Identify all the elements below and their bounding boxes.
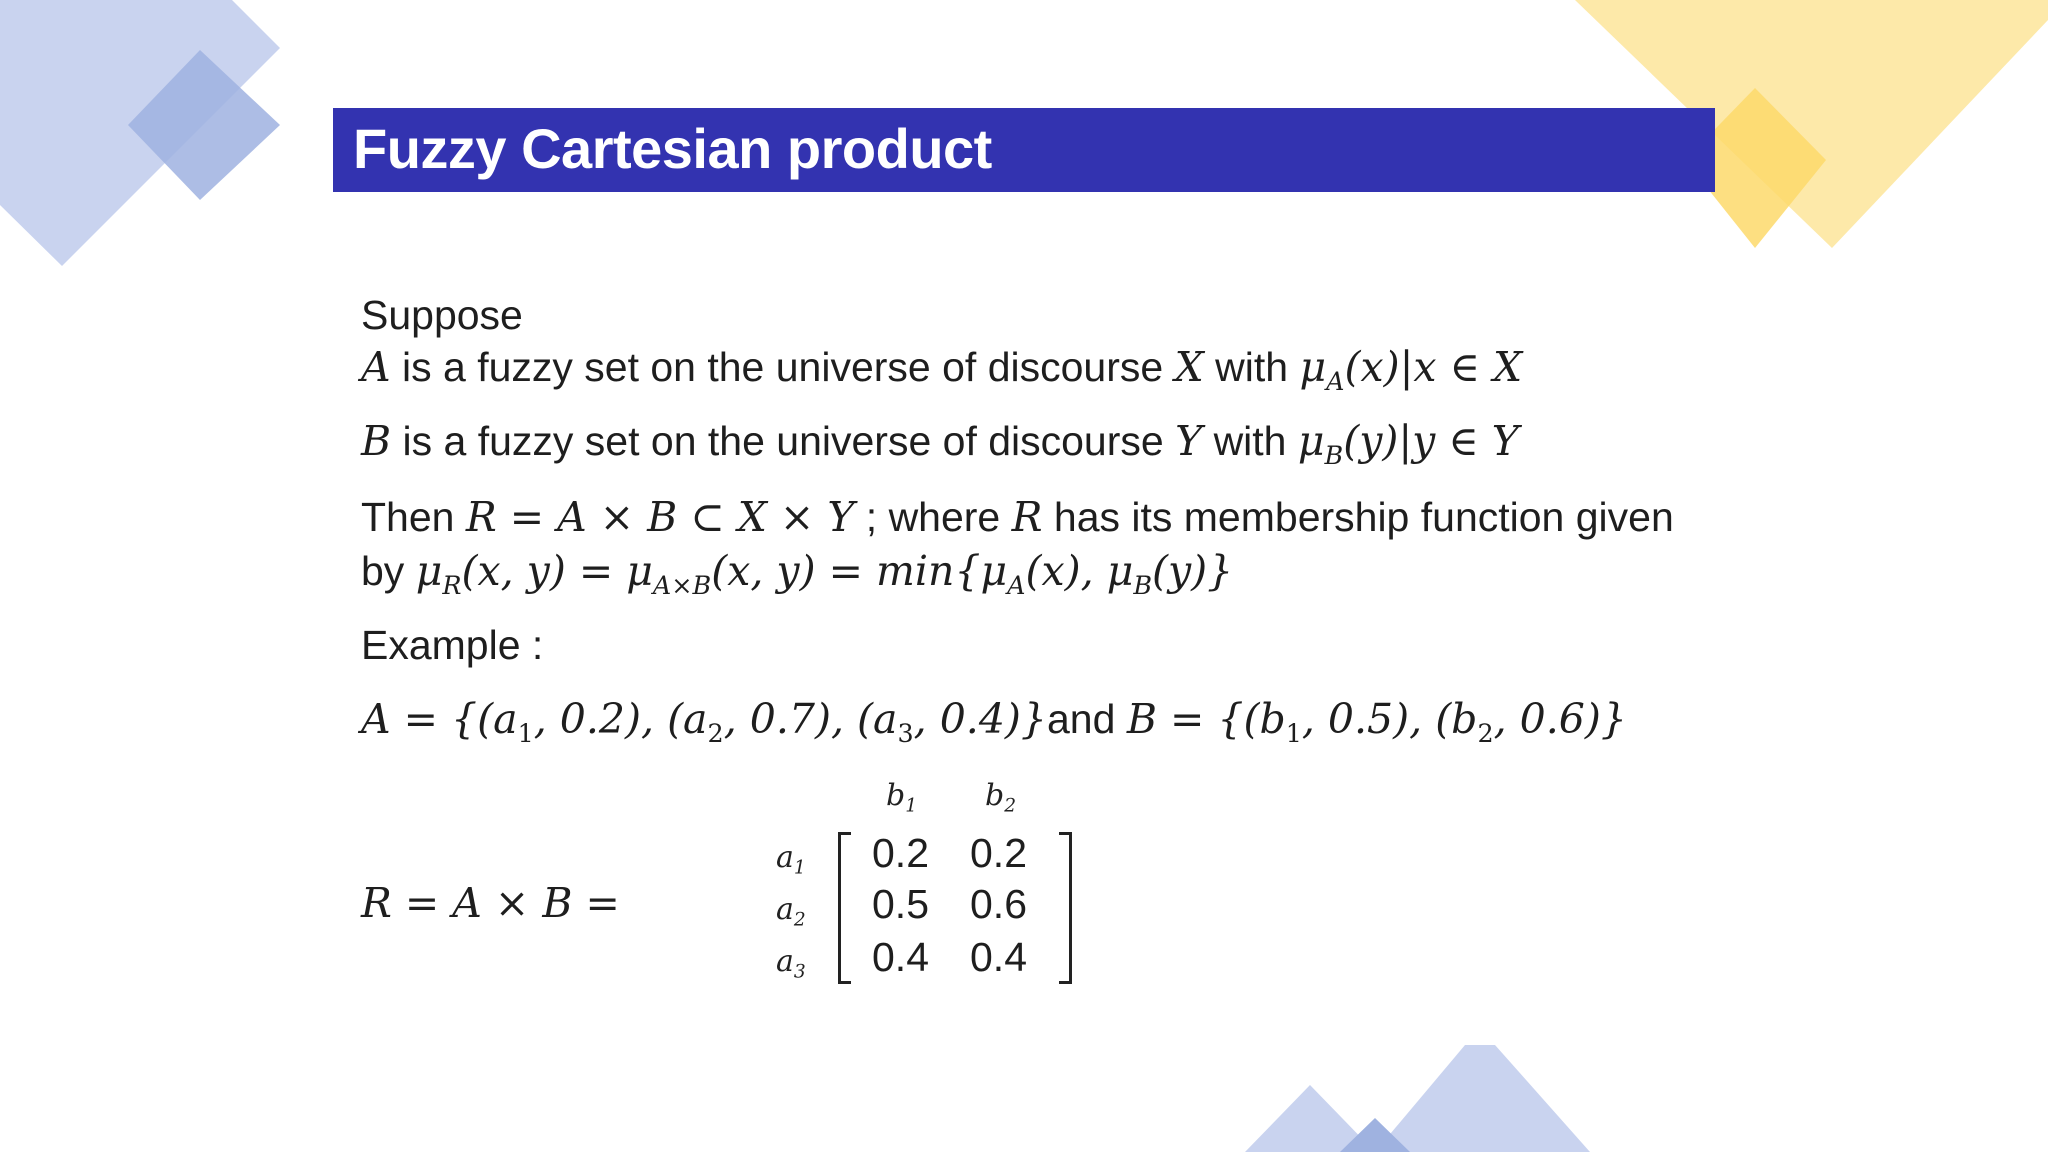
set-a-open: A = {(a [361, 695, 518, 743]
definition-a-text: is a fuzzy set on the universe of discourse [390, 344, 1175, 390]
by-word: by [361, 548, 416, 594]
var-b: B [361, 417, 392, 465]
and-word: and [1047, 696, 1127, 742]
row-header-a1: $a_1$ [776, 840, 806, 879]
slide-title: Fuzzy Cartesian product [353, 117, 992, 180]
formula-part-4: (y)} [1152, 547, 1234, 595]
var-a: A [361, 343, 391, 391]
mu-sub-b2: B [1133, 569, 1153, 600]
formula-part-3: (x), [1025, 547, 1107, 595]
mu-sub-a2: A [1007, 569, 1026, 600]
membership-formula [361, 546, 1234, 600]
formula-part-1: (x, y) = [461, 547, 627, 595]
set-b-close: , 0.6)} [1493, 695, 1627, 743]
example-sets [361, 694, 1627, 748]
mu-symbol: μ [626, 547, 653, 595]
set-y: Y [1175, 417, 1203, 465]
mu-symbol: μ [1297, 417, 1325, 465]
var-r: R [1011, 493, 1043, 541]
mu-sub-r: R [442, 569, 462, 600]
definition-a-with: with [1203, 344, 1300, 390]
mu-symbol: μ [1106, 547, 1134, 595]
then-where: ; where [854, 494, 1012, 540]
then-statement [361, 492, 1674, 542]
definition-b-domain: (y)|y ∈ Y [1343, 417, 1519, 465]
set-b-open: B = {(b [1126, 695, 1286, 743]
set-x: X [1174, 343, 1204, 391]
then-end: has its membership function given [1042, 494, 1674, 540]
relation-expression: R = A × B ⊂ X × Y [465, 493, 855, 541]
sub-2: 2 [707, 717, 724, 748]
intro-text: Suppose [361, 292, 523, 338]
matrix-cell-r3-c2: 0.4 [970, 934, 1027, 980]
matrix-left-bracket [838, 832, 851, 984]
sub-3: 3 [897, 717, 914, 748]
matrix-right-bracket [1059, 832, 1072, 984]
row-header-a3: $a_3$ [776, 944, 806, 983]
sub-1: 1 [517, 717, 534, 748]
matrix-cell-r2-c2: 0.6 [970, 881, 1027, 927]
definition-a [361, 342, 1523, 396]
set-a-part2: , 0.2), (a [533, 695, 708, 743]
set-a-part3: , 0.7), (a [723, 695, 898, 743]
matrix-cell-r3-c1: 0.4 [872, 934, 929, 980]
row-header-a2: $a_2$ [776, 892, 806, 931]
sub-b2: 2 [1477, 717, 1494, 748]
col-header-b2: $b_2$ [985, 778, 1017, 817]
matrix-cell-r2-c1: 0.5 [872, 881, 929, 927]
example-label: Example : [361, 622, 544, 668]
mu-symbol: μ [980, 547, 1008, 595]
set-a-close: , 0.4)} [913, 695, 1047, 743]
mu-sub-b: B [1324, 439, 1344, 470]
set-b-part2: , 0.5), (b [1301, 695, 1478, 743]
relation-label: R = A × B = [361, 879, 620, 927]
definition-a-domain: (x)|x ∈ X [1344, 343, 1523, 391]
formula-part-2: (x, y) = min{ [711, 547, 981, 595]
matrix-cell-r1-c1: 0.2 [872, 830, 929, 876]
sub-b1: 1 [1285, 717, 1302, 748]
col-header-b1: $b_1$ [886, 778, 918, 817]
then-word: Then [361, 494, 466, 540]
mu-symbol: μ [1299, 343, 1327, 391]
matrix-cell-r1-c2: 0.2 [970, 830, 1027, 876]
definition-b-text: is a fuzzy set on the universe of discourse [391, 418, 1176, 464]
definition-b-with: with [1202, 418, 1298, 464]
deco-blue-diamond-bottom-large [1375, 1045, 1590, 1152]
mu-sub-ab: A×B [652, 569, 712, 600]
mu-symbol: μ [415, 547, 443, 595]
mu-sub-a: A [1326, 365, 1345, 396]
definition-b [361, 416, 1519, 470]
title-bar [333, 108, 1715, 192]
